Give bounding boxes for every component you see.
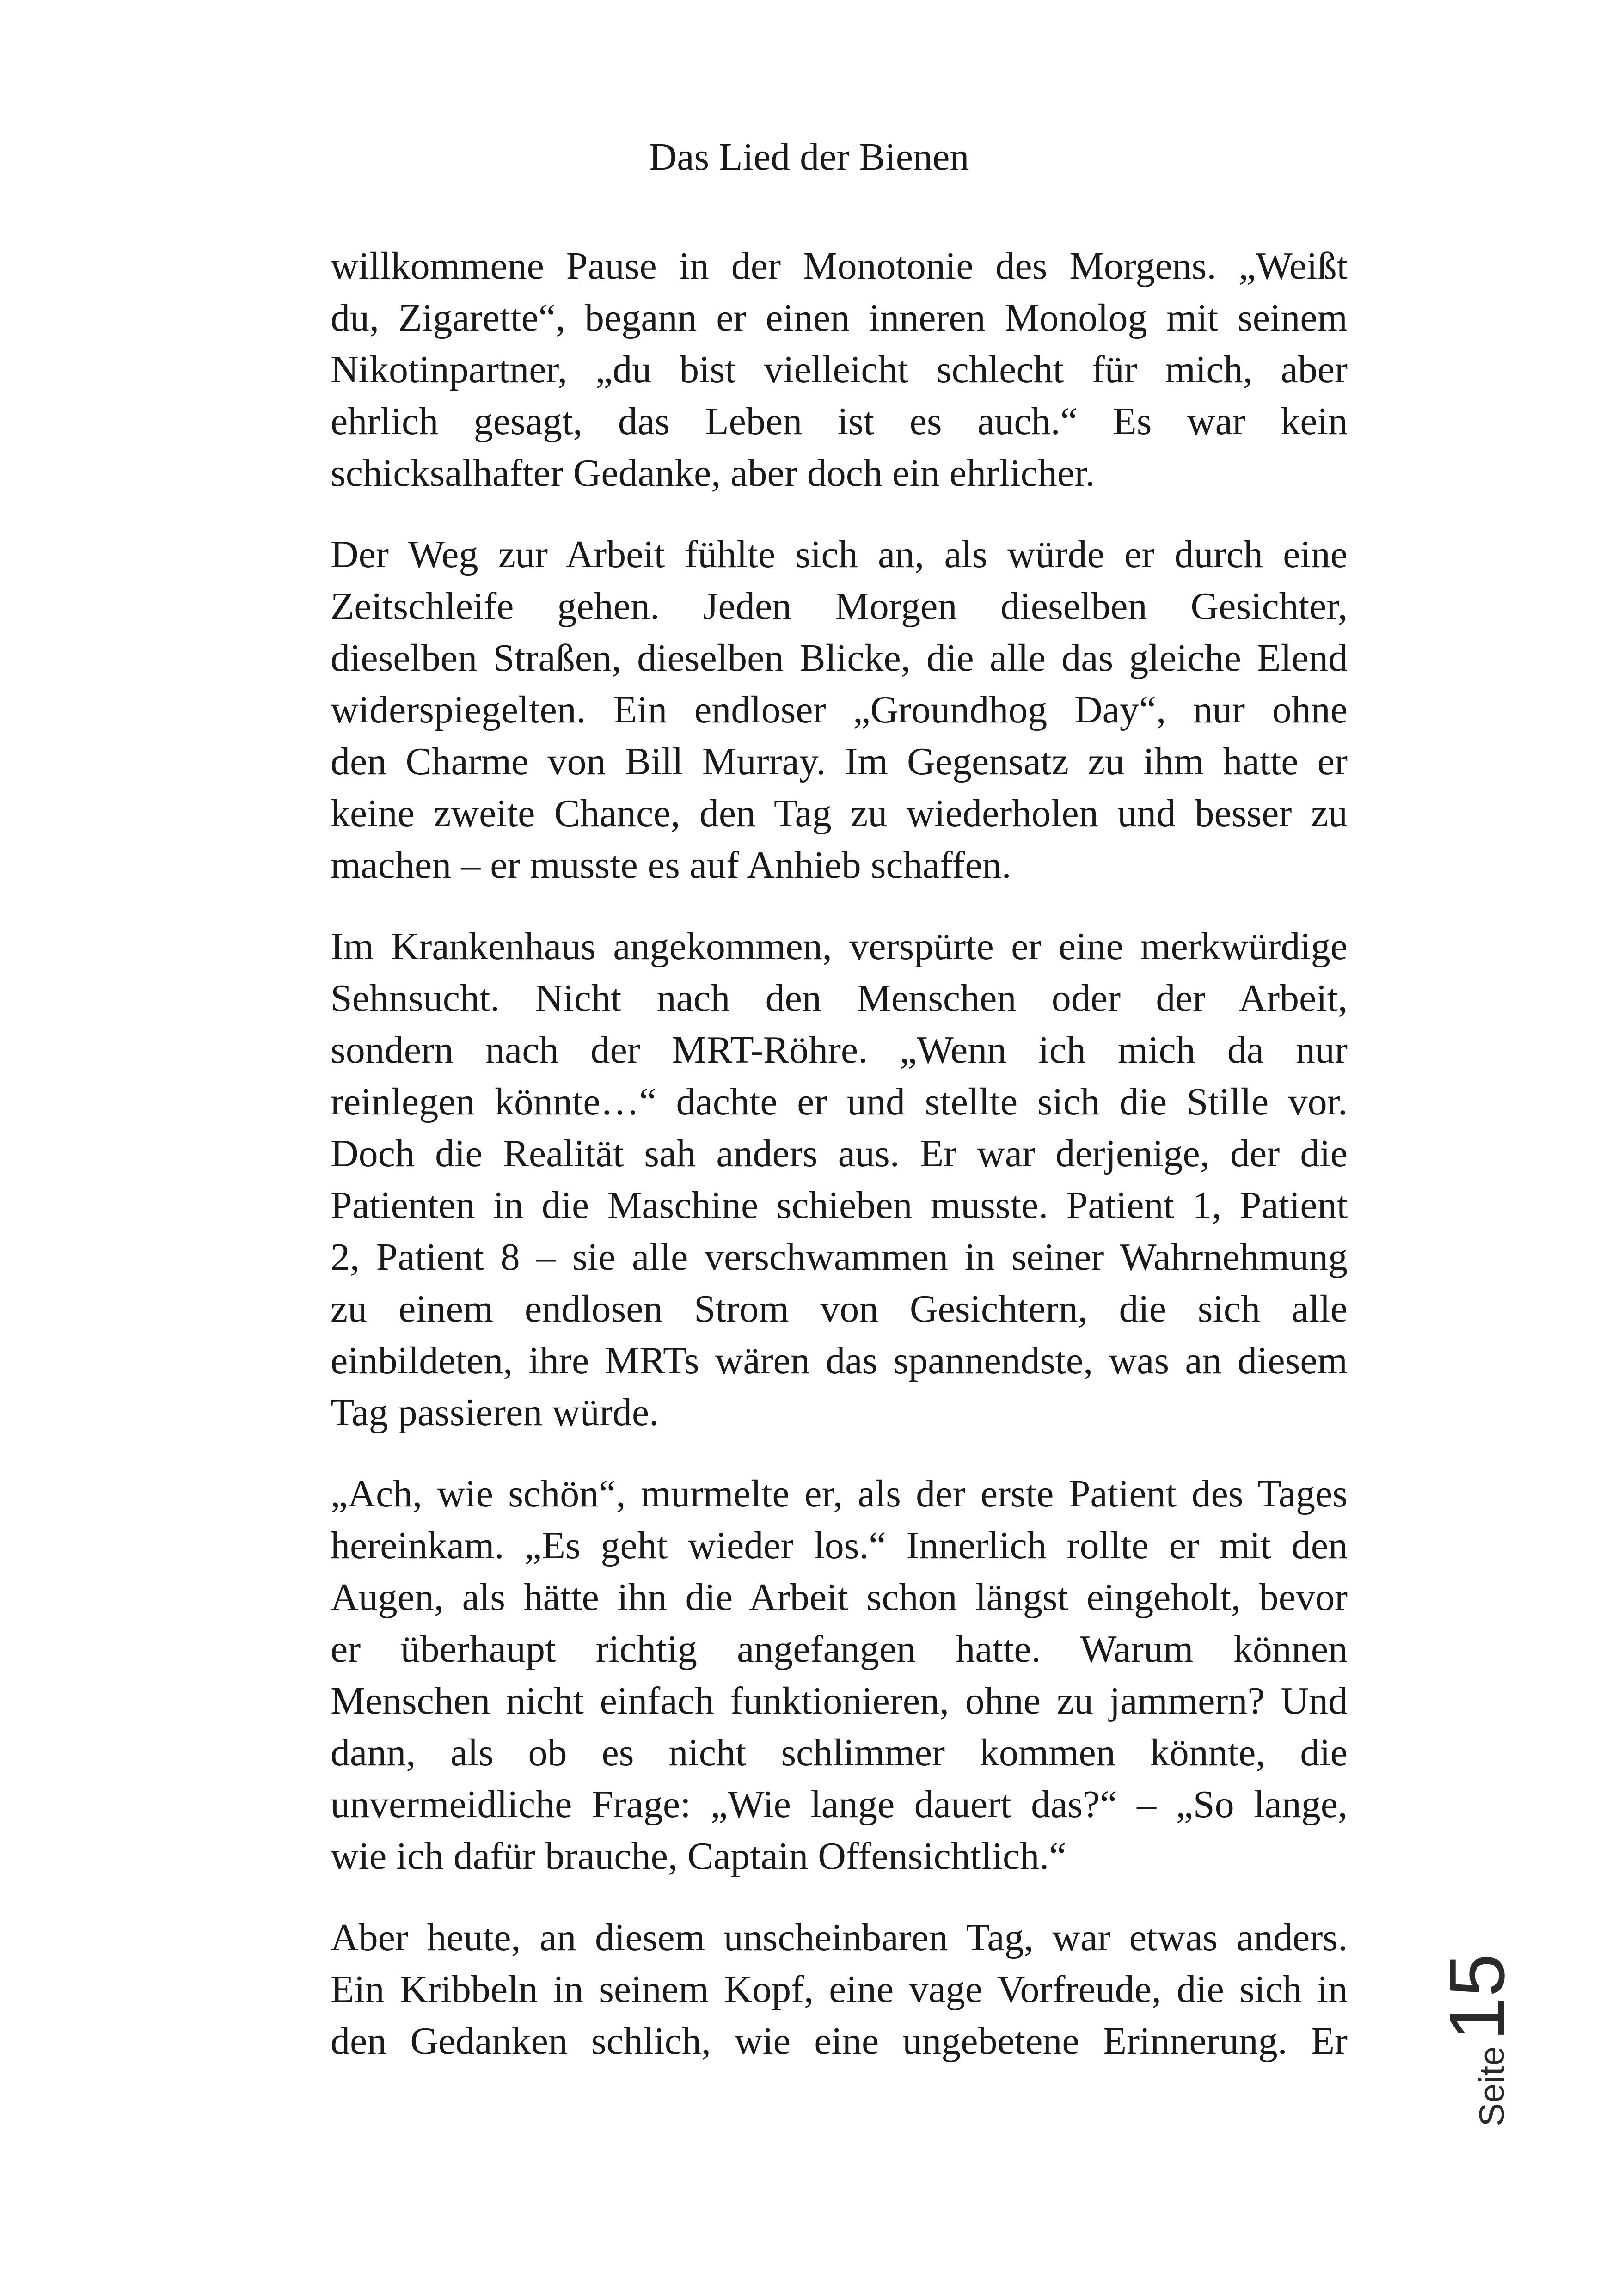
text-line: du, Zigarette“, begann er einen inneren Monolog mit seinem [331, 296, 1348, 339]
text-line: keine zweite Chance, den Tag zu wiederholen und besser zu [331, 792, 1348, 835]
text-line: zu einem endlosen Strom von Gesichtern, die sich alle [331, 1287, 1348, 1330]
text-line: den Gedanken schlich, wie eine ungebetene Erinnerung. Er [331, 2020, 1348, 2063]
text-line: ehrlich gesagt, das Leben ist es auch.“ Es war kein [331, 400, 1348, 443]
text-line: willkommene Pause in der Monotonie des Morgens. „Weißt [331, 245, 1348, 288]
paragraph [331, 921, 1348, 1439]
page-number-rotated [1433, 1914, 1576, 2126]
text-line: widerspiegelten. Ein endloser „Groundhog Day“, nur ohne [331, 688, 1348, 731]
text-line: hereinkam. „Es geht wieder los.“ Innerlich rollte er mit den [331, 1524, 1348, 1567]
text-line: Menschen nicht einfach funktionieren, ohne zu jammern? Und [331, 1679, 1348, 1722]
text-line: Doch die Realität sah anders aus. Er war derjenige, der die [331, 1132, 1348, 1175]
text-line: 2, Patient 8 – sie alle verschwammen in seiner Wahrnehmung [331, 1236, 1348, 1279]
text-line: reinlegen könnte…“ dachte er und stellte sich die Stille vor. [331, 1080, 1348, 1123]
text-line: er überhaupt richtig angefangen hatte. Warum können [331, 1628, 1348, 1671]
page-label: Seite [1472, 2046, 1512, 2126]
text-line: dieselben Straßen, dieselben Blicke, die alle das gleiche Elend [331, 637, 1348, 680]
running-header-title: Das Lied der Bienen [649, 135, 969, 178]
text-line: unvermeidliche Frage: „Wie lange dauert das?“ – „So lange, [331, 1783, 1348, 1826]
text-line: den Charme von Bill Murray. Im Gegensatz zu ihm hatte er [331, 740, 1348, 783]
text-line: Tag passieren würde. [331, 1391, 659, 1434]
paragraph [331, 529, 1348, 891]
page-number-block [1433, 1914, 1576, 2126]
paragraph [331, 1912, 1348, 2067]
page-number: 15 [1433, 1953, 1521, 2041]
text-line: Zeitschleife gehen. Jeden Morgen dieselben Gesichter, [331, 585, 1348, 628]
text-line: wie ich dafür brauche, Captain Offensichtlich.“ [331, 1835, 1066, 1878]
text-line: Nikotinpartner, „du bist vielleicht schlecht für mich, aber [331, 348, 1348, 391]
text-line: Aber heute, an diesem unscheinbaren Tag, war etwas anders. [331, 1916, 1348, 1959]
body-text [331, 240, 1348, 2097]
text-line: dann, als ob es nicht schlimmer kommen könnte, die [331, 1731, 1348, 1774]
text-line: sondern nach der MRT-Röhre. „Wenn ich mich da nur [331, 1029, 1348, 1071]
paragraph [331, 1468, 1348, 1882]
text-line: Ein Kribbeln in seinem Kopf, eine vage Vorfreude, die sich in [331, 1968, 1348, 2011]
text-line: einbildeten, ihre MRTs wären das spannendste, was an diesem [331, 1339, 1348, 1382]
text-line: Augen, als hätte ihn die Arbeit schon längst eingeholt, bevor [331, 1576, 1348, 1619]
text-line: Sehnsucht. Nicht nach den Menschen oder der Arbeit, [331, 977, 1348, 1020]
text-line: Im Krankenhaus angekommen, verspürte er eine merkwürdige [331, 925, 1348, 968]
text-line: Der Weg zur Arbeit fühlte sich an, als würde er durch eine [331, 533, 1348, 576]
text-line: „Ach, wie schön“, murmelte er, als der erste Patient des Tages [331, 1472, 1348, 1515]
text-line: schicksalhafter Gedanke, aber doch ein ehrlicher. [331, 452, 1095, 495]
paragraph [331, 240, 1348, 499]
text-line: Patienten in die Maschine schieben musste. Patient 1, Patient [331, 1184, 1348, 1227]
text-line: machen – er musste es auf Anhieb schaffen. [331, 844, 1011, 887]
